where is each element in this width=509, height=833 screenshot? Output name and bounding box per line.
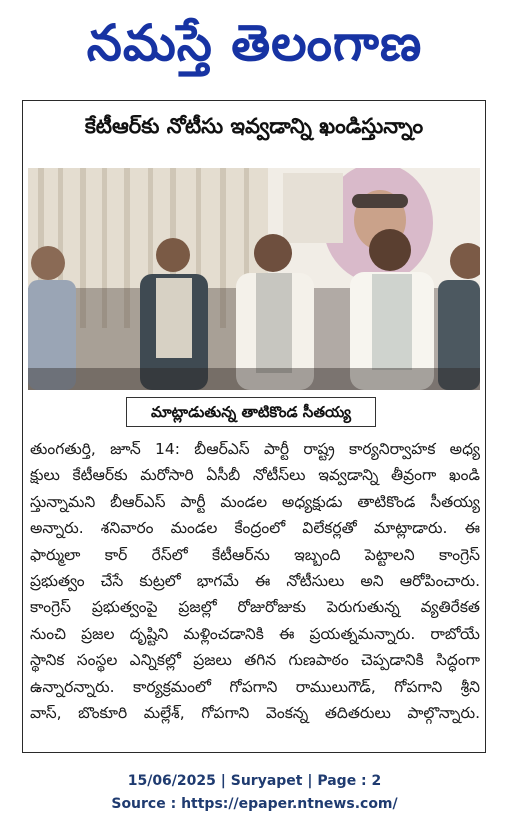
body-line: క్షులు కేటీఆర్‌కు మరోసారి ఏసీబీ నోటీస్‌లు ఇవ్వడాన్ని తీవ్రంగా ఖండి <box>30 466 480 485</box>
body-line: అన్నారు. శనివారం మండల కేంద్రంలో విలేకర్లతో మాట్లాడారు. ఈ <box>30 519 480 538</box>
body-line: తుంగతుర్తి, జూన్ 14: బీఆర్ఎస్ పార్టీ రాష్ట్ర కార్యనిర్వాహక అధ్య <box>30 440 480 458</box>
page-footer <box>0 770 509 816</box>
photo-caption: మాట్లాడుతున్న తాటికొండ సీతయ్య <box>126 397 376 427</box>
body-line: నుంచి ప్రజల దృష్టిని మళ్లించడానికి ఈ ప్రయత్నమన్నారు. రాబోయే <box>30 624 480 643</box>
newspaper-title: నమస్తే తెలంగాణ <box>86 14 423 72</box>
body-line: ఉన్నారన్నారు. కార్యక్రమంలో గోపగాని రాములుగౌడ్, గోపగాని శ్రీని <box>30 677 480 696</box>
body-line: స్థానిక సంస్థల ఎన్నికల్లో ప్రజలు తగిన గుణపాఠం చెప్పడానికి సిద్ధంగా <box>30 651 480 670</box>
body-line: ప్రభుత్వం చేసే కుట్రలో భాగమే ఈ నోటీసులు అని ఆరోపించారు. <box>30 571 480 590</box>
article-photo <box>28 168 480 390</box>
body-line: వాస్, బొంకూరి మల్లేశ్, గోపగాని వెంకన్న తదితరులు పాల్గొన్నారు. <box>30 703 480 722</box>
article-headline: కేటీఆర్‌కు నోటీసు ఇవ్వడాన్ని ఖండిస్తున్నాం <box>84 114 424 138</box>
source-link[interactable]: Source : https://epaper.ntnews.com/ <box>111 796 398 812</box>
masthead <box>0 6 509 80</box>
article-body <box>30 436 480 726</box>
body-line: ఫార్ములా కార్ రేస్‌లో కేటీఆర్‌ను ఇబ్బంది పెట్టాలని కాంగ్రెస్ <box>30 545 480 564</box>
body-line: కాంగ్రెస్ ప్రభుత్వంపై ప్రజల్లో రోజురోజుకు పెరుగుతున్న వ్యతిరేకత <box>30 598 480 617</box>
body-line: స్తున్నామని బీఆర్ఎస్ పార్టీ మండల అధ్యక్షుడు తాటికొండ సీతయ్య <box>30 492 480 511</box>
edition-info: 15/06/2025 | Suryapet | Page : 2 <box>127 773 382 789</box>
